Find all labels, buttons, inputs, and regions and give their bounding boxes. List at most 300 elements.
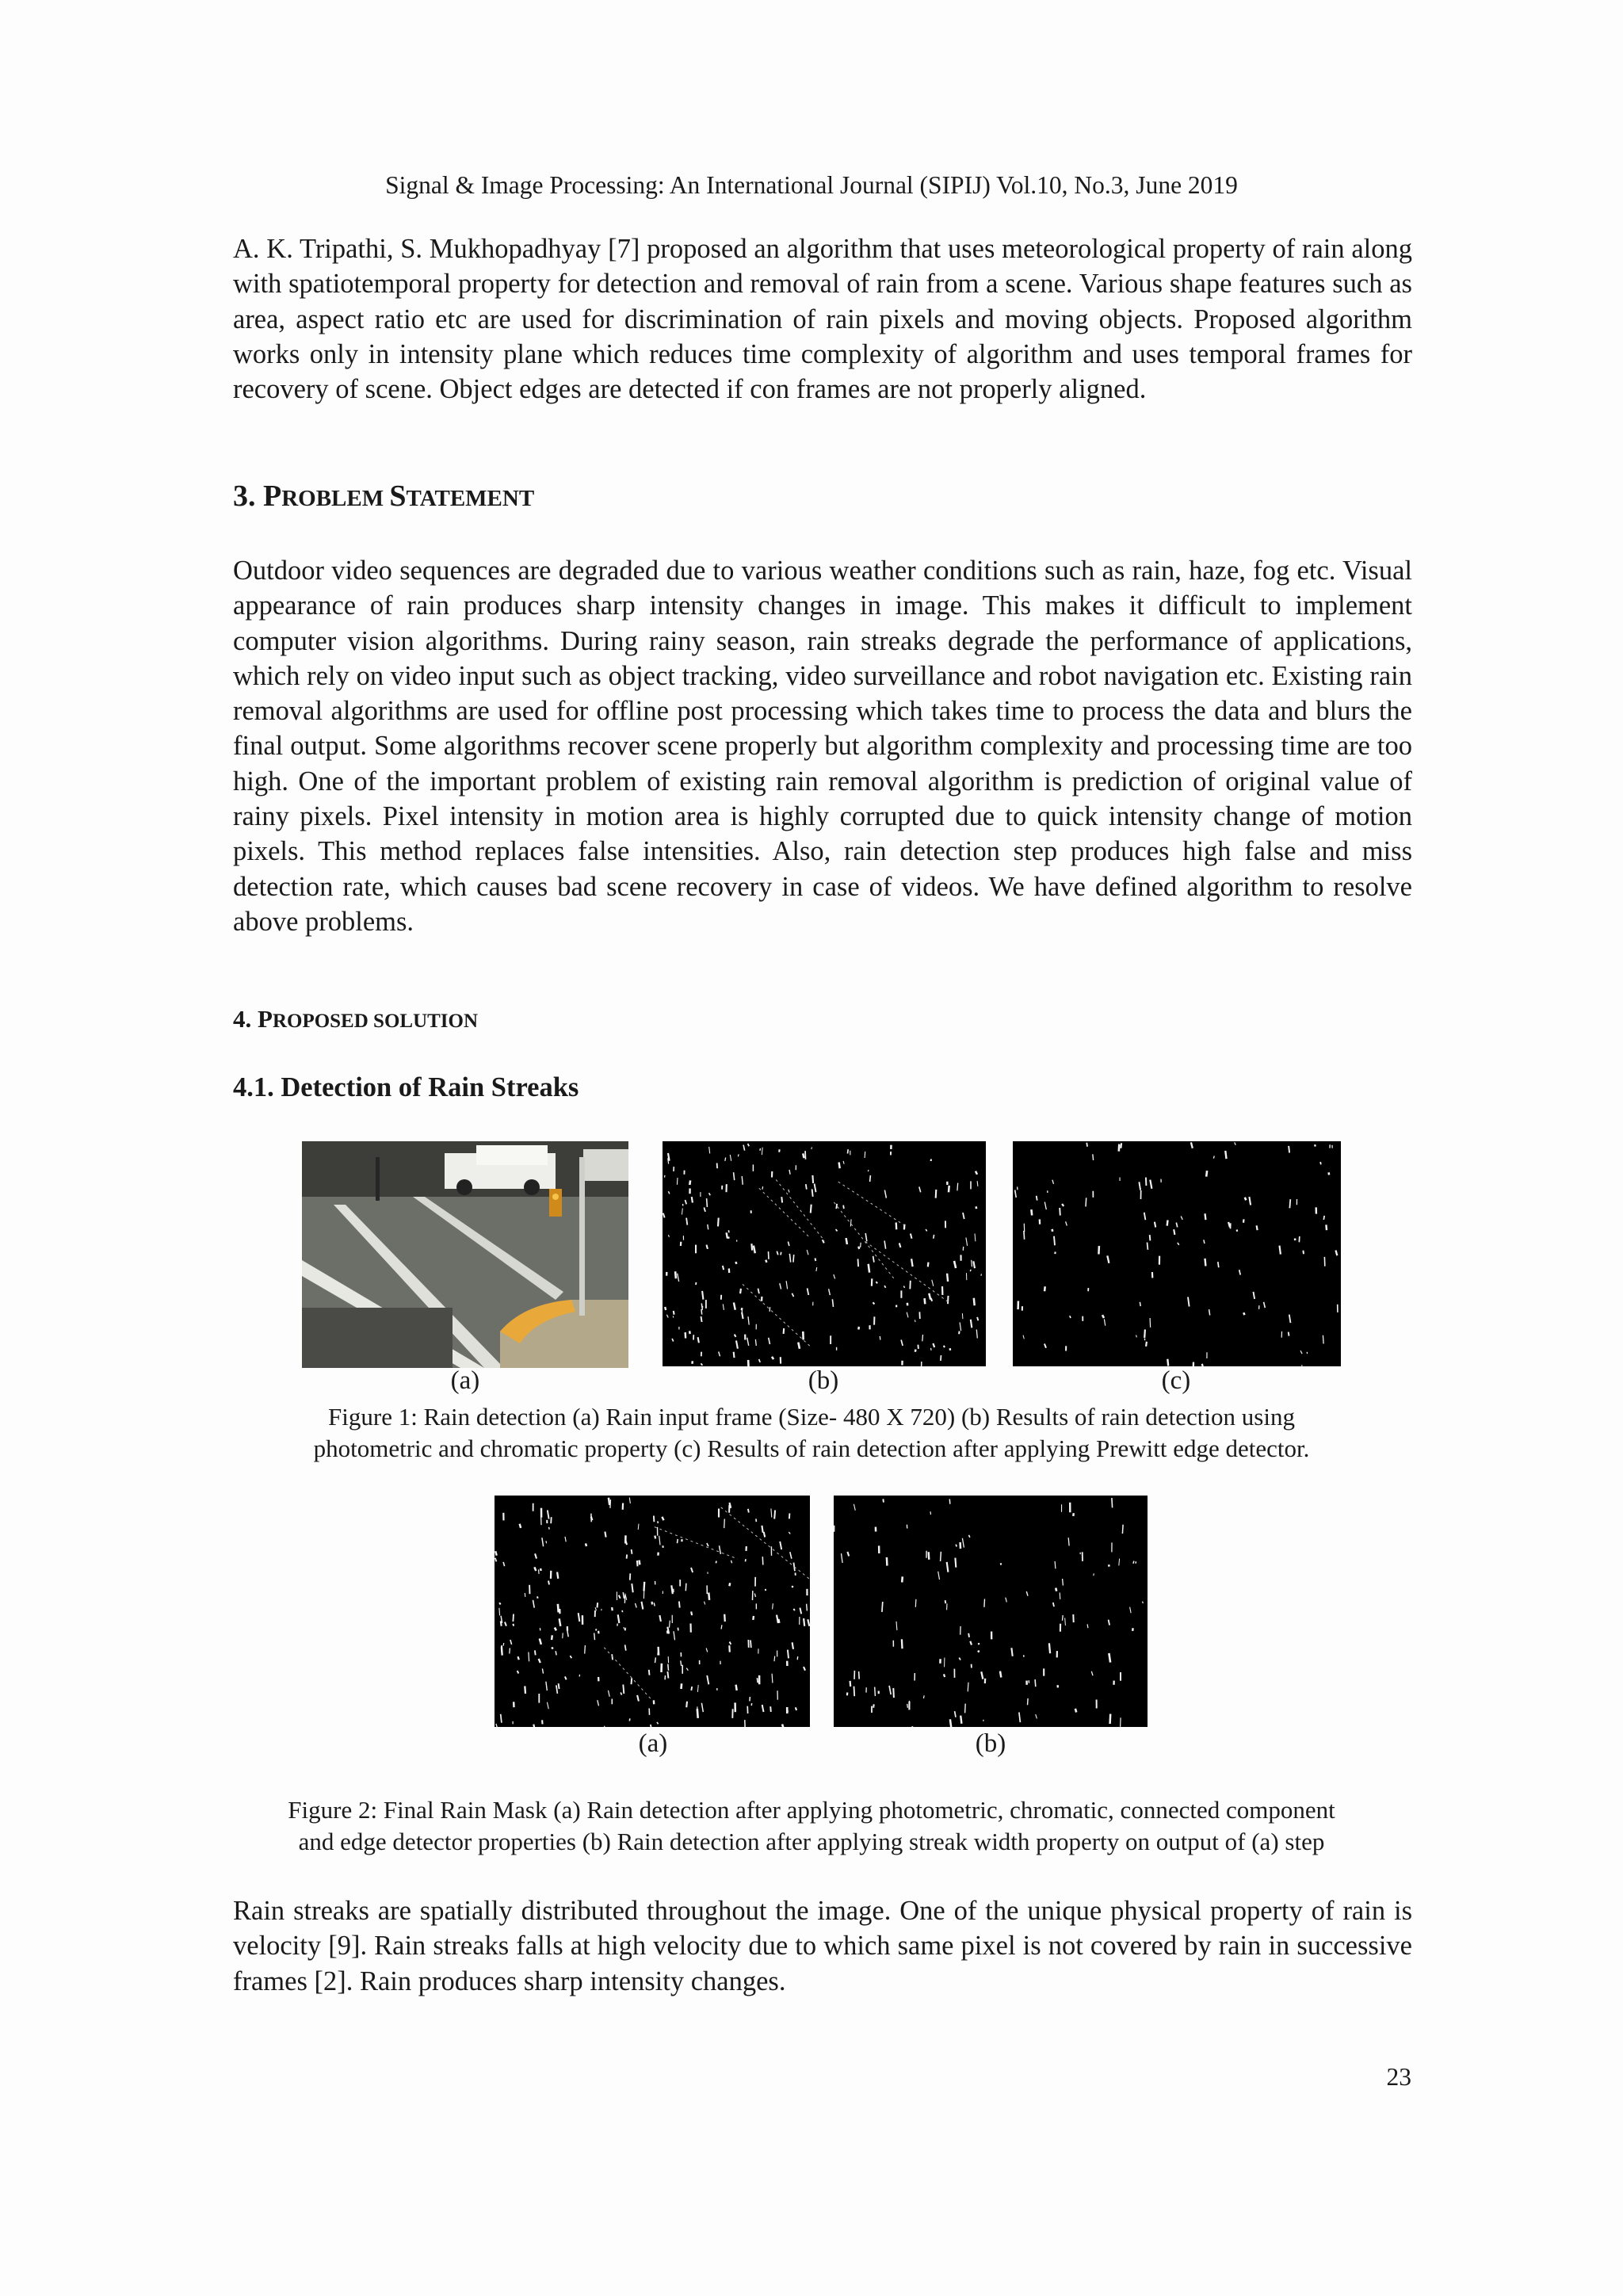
rain-streak <box>794 1609 795 1610</box>
rain-streak <box>1289 1315 1291 1324</box>
rain-streak <box>1191 1142 1193 1148</box>
rain-streak <box>702 1291 703 1300</box>
rain-streak <box>649 1670 650 1675</box>
rain-streak <box>665 1175 666 1178</box>
rain-streak <box>730 1642 731 1645</box>
rain-streak <box>1049 1643 1050 1653</box>
rain-streak <box>922 1335 923 1341</box>
rain-streak <box>762 1557 763 1564</box>
rain-streak <box>931 1298 932 1301</box>
rain-streak <box>1144 1330 1145 1338</box>
rain-streak <box>762 1705 764 1712</box>
rain-streak <box>701 1363 702 1365</box>
rain-streak <box>731 1561 732 1564</box>
rain-streak <box>774 1656 775 1662</box>
rain-streak <box>947 1274 948 1282</box>
rain-streak <box>1068 1538 1069 1545</box>
rain-streak <box>1143 1602 1144 1603</box>
rain-streak <box>936 1190 937 1198</box>
rain-streak <box>832 1299 833 1307</box>
rain-streak <box>884 1190 886 1198</box>
rain-streak <box>642 1602 643 1610</box>
rain-streak <box>623 1592 624 1599</box>
rain-streak <box>947 1562 949 1572</box>
rain-streak <box>846 1238 847 1244</box>
rain-streak <box>691 1611 692 1615</box>
rain-streak <box>789 1532 790 1534</box>
rain-streak <box>1006 1598 1007 1603</box>
rain-streak <box>984 1599 985 1607</box>
rain-streak <box>709 1147 710 1154</box>
figure2-image-a <box>495 1496 810 1727</box>
rain-streak <box>619 1595 621 1599</box>
rain-streak <box>930 1511 931 1515</box>
rain-streak <box>1031 1209 1032 1215</box>
rain-streak <box>669 1235 670 1237</box>
rain-streak <box>973 1261 975 1268</box>
rain-streak <box>1336 1251 1338 1256</box>
rain-streak <box>843 1205 844 1209</box>
rain-streak <box>657 1722 659 1724</box>
rain-streak <box>959 1331 960 1335</box>
rain-streak <box>923 1695 924 1698</box>
rain-streak <box>1289 1199 1290 1208</box>
edge-streak <box>655 1527 738 1559</box>
rain-streak <box>1104 1319 1105 1325</box>
rain-streak <box>848 1149 849 1153</box>
rain-streak <box>654 1603 655 1606</box>
rain-streak <box>1065 1618 1066 1625</box>
rain-streak <box>970 1270 971 1271</box>
rain-streak <box>944 1674 945 1677</box>
edge-streak <box>834 1202 895 1280</box>
rain-streak <box>977 1181 978 1186</box>
rain-streak <box>811 1205 812 1213</box>
rain-streak <box>742 1312 743 1319</box>
figure2-label-a: (a) <box>638 1729 668 1758</box>
rain-streak <box>902 1639 903 1648</box>
rain-streak <box>675 1271 676 1278</box>
rain-streak <box>771 1508 772 1517</box>
rain-streak <box>910 1281 911 1289</box>
rain-streak <box>792 1293 793 1297</box>
rain-streak <box>701 1309 702 1315</box>
rain-streak <box>651 1725 652 1727</box>
rain-streak <box>1243 1219 1244 1222</box>
rain-streak <box>551 1517 552 1523</box>
rain-streak <box>663 1213 665 1218</box>
rain-streak <box>708 1593 709 1600</box>
rain-streak <box>1087 1624 1088 1628</box>
rain-streak <box>681 1660 682 1666</box>
rain-streak <box>1188 1297 1190 1307</box>
rain-streak <box>859 1671 860 1679</box>
rain-streak <box>963 1213 964 1219</box>
figure1-caption: Figure 1: Rain detection (a) Rain input frame (Size- 480 X 720) (b) Results of rain detection using photometric and chromatic property (c) Results of rain detection after applying Prewitt edge detector. <box>313 1403 1310 1462</box>
rain-streak <box>548 1511 549 1519</box>
rain-streak <box>1205 1213 1206 1220</box>
rain-streak <box>746 1559 747 1561</box>
rain-streak <box>534 1567 536 1571</box>
rain-streak <box>662 1517 663 1520</box>
rain-streak <box>806 1184 807 1190</box>
rain-streak <box>624 1627 625 1630</box>
rain-streak <box>850 1681 851 1687</box>
rain-streak <box>770 1706 771 1712</box>
rain-streak <box>955 1558 956 1568</box>
edge-streak <box>743 1284 811 1347</box>
figure1-image-b <box>663 1141 986 1366</box>
rain-streak <box>974 1298 975 1305</box>
rain-streak <box>513 1624 514 1626</box>
rain-streak <box>730 1155 731 1161</box>
rain-streak <box>976 1206 977 1209</box>
rain-streak <box>734 1172 735 1180</box>
rain-streak <box>977 1317 978 1320</box>
rain-streak <box>1093 1154 1094 1160</box>
rain-streak <box>704 1208 705 1212</box>
rain-streak <box>938 1572 940 1580</box>
rain-streak <box>1109 1620 1110 1626</box>
rain-streak <box>668 1191 670 1194</box>
rain-streak <box>630 1573 631 1580</box>
rain-streak <box>729 1583 730 1586</box>
rain-streak <box>754 1594 755 1597</box>
rain-streak <box>1066 1221 1067 1225</box>
rain-streak <box>748 1144 750 1146</box>
rain-streak <box>1070 1316 1071 1318</box>
rain-streak <box>540 1639 541 1645</box>
rain-streak <box>1091 1671 1093 1675</box>
rain-streak <box>949 1499 950 1504</box>
rain-streak <box>1225 1151 1226 1159</box>
rain-streak <box>777 1615 778 1623</box>
rain-streak <box>873 1256 874 1263</box>
rain-streak <box>764 1532 766 1538</box>
intro-paragraph: A. K. Tripathi, S. Mukhopadhyay [7] proposed an algorithm that uses meteorological property of rain along with spatiotemporal property for detection and removal of rain from a scene. Various shape features such as area, aspect ratio etc are used for discrimination of rain pixels and moving objects. Proposed algorithm works only in intensity plane which reduces time complexity of algorithm and uses temporal frames for recovery of scene. Object edges are detected if con frames are not properly aligned. <box>233 234 1412 405</box>
rain-streak <box>533 1725 534 1727</box>
rain-streak <box>585 1645 586 1654</box>
rain-streak <box>636 1603 637 1608</box>
rain-streak <box>595 1607 596 1610</box>
rain-streak <box>1122 1525 1123 1534</box>
rain-streak <box>756 1519 757 1522</box>
rain-streak <box>542 1668 543 1673</box>
rain-streak <box>1146 1178 1147 1186</box>
rain-streak <box>751 1244 752 1250</box>
rain-streak <box>496 1724 498 1727</box>
rain-streak <box>858 1259 859 1266</box>
rain-streak <box>724 1519 725 1529</box>
rain-streak <box>501 1714 502 1723</box>
rain-streak <box>865 1233 867 1241</box>
rain-streak <box>618 1614 620 1623</box>
rain-streak <box>539 1569 540 1574</box>
rain-streak <box>637 1695 639 1702</box>
rain-streak <box>1315 1144 1316 1146</box>
rain-streak <box>666 1315 668 1318</box>
rain-streak <box>915 1320 916 1322</box>
rain-streak <box>1303 1251 1304 1255</box>
rain-streak <box>836 1229 838 1231</box>
rain-streak <box>679 1602 680 1608</box>
rain-streak <box>535 1553 537 1558</box>
rain-streak <box>807 1604 808 1611</box>
rain-streak <box>1055 1561 1056 1568</box>
rain-streak <box>760 1148 761 1151</box>
rain-streak <box>758 1289 759 1294</box>
rain-streak <box>959 1658 960 1660</box>
rain-streak <box>911 1259 913 1266</box>
rain-streak <box>718 1218 719 1227</box>
rain-streak <box>931 1348 932 1350</box>
rain-streak <box>896 1223 897 1230</box>
rain-streak <box>689 1180 690 1185</box>
rain-streak <box>533 1600 535 1608</box>
section-3-heading: 3. PROBLEM STATEMENT <box>233 479 535 513</box>
rain-streak <box>558 1604 559 1613</box>
edge-streak <box>759 1188 811 1239</box>
rain-streak <box>707 1245 708 1249</box>
rain-streak <box>1136 1335 1137 1338</box>
rain-streak <box>854 1504 855 1511</box>
rain-streak <box>769 1338 770 1344</box>
rain-streak <box>1239 1270 1241 1274</box>
rain-streak <box>903 1286 904 1288</box>
rain-streak <box>503 1643 504 1646</box>
rain-streak <box>1133 1561 1134 1564</box>
rain-streak <box>960 1716 961 1724</box>
rain-streak <box>907 1704 908 1708</box>
rain-streak <box>701 1316 702 1322</box>
rain-streak <box>1035 1679 1036 1687</box>
rain-streak <box>678 1274 679 1282</box>
rain-streak <box>804 1667 805 1671</box>
rain-streak <box>1075 1709 1076 1713</box>
rain-streak <box>738 1154 739 1156</box>
rain-streak <box>559 1618 561 1626</box>
rain-streak <box>549 1527 550 1530</box>
rain-streak <box>1028 1698 1029 1705</box>
rain-streak <box>685 1200 687 1204</box>
rain-streak <box>734 1303 735 1310</box>
rain-streak <box>757 1678 758 1683</box>
rain-streak <box>1063 1579 1064 1586</box>
rain-streak <box>784 1328 785 1334</box>
problem-statement-paragraph: Outdoor video sequences are degraded due to various weather conditions such as rain, haze, fog etc. Visual appearance of rain produces sharp intensity changes in image. This makes it difficult to implement computer vision algorithms. During rainy season, rain streaks degrade the performance of applications, which rely on video input such as object tracking, video surveillance and robot navigation etc. Existing rain removal algorithms are used for offline post processing which takes time to process the data and blurs the final output. Some algorithms recover scene properly but algorithm complexity and processing time are too high. One of the important problem of existing rain removal algorithm is prediction of original value of rainy pixels. Pixel intensity in motion area is highly corrupted due to quick intensity change of motion pixels. This method replaces false intensities. Also, rain detection step produces high false and miss detection rate, which causes bad scene recovery in case of videos. We have defined algorithm to resolve above problems. <box>233 556 1412 937</box>
rain-streak <box>723 1304 724 1310</box>
page-number: 23 <box>1386 2063 1411 2091</box>
rain-streak <box>816 1267 817 1271</box>
rain-streak <box>815 1259 816 1262</box>
rain-streak <box>1054 1236 1055 1246</box>
rain-streak <box>570 1656 571 1658</box>
rain-streak <box>686 1702 687 1707</box>
rain-streak <box>883 1499 884 1502</box>
rain-streak <box>1150 1235 1151 1240</box>
rain-streak <box>1063 1615 1064 1621</box>
rain-streak <box>668 1664 669 1671</box>
rain-streak <box>1150 1180 1151 1189</box>
rain-streak <box>685 1584 686 1591</box>
rain-streak <box>823 1240 824 1243</box>
rain-streak <box>637 1561 638 1566</box>
rain-streak <box>792 1642 793 1649</box>
rain-streak <box>968 1633 969 1637</box>
rain-streak <box>1109 1653 1110 1663</box>
rain-streak <box>547 1702 548 1709</box>
rain-streak <box>1228 1222 1230 1228</box>
rain-streak <box>659 1615 661 1622</box>
rain-streak <box>1015 1190 1017 1198</box>
rain-streak <box>1320 1162 1321 1164</box>
rain-streak <box>976 1330 977 1339</box>
rain-streak <box>735 1335 736 1337</box>
rain-streak <box>505 1622 506 1626</box>
rain-streak <box>1254 1292 1255 1299</box>
rain-streak <box>729 1645 730 1652</box>
rain-streak <box>1280 1246 1281 1255</box>
rain-streak <box>893 1688 894 1698</box>
rain-streak <box>1167 1221 1168 1226</box>
rain-streak <box>976 1171 977 1175</box>
rain-streak <box>513 1614 514 1622</box>
rain-streak <box>1139 1182 1140 1190</box>
rain-streak <box>870 1175 871 1182</box>
rain-streak <box>1245 1198 1247 1201</box>
rain-streak <box>627 1555 628 1559</box>
rain-streak <box>950 1719 952 1727</box>
rain-streak <box>1326 1224 1327 1230</box>
rain-streak <box>517 1671 519 1673</box>
rain-streak <box>915 1350 916 1352</box>
rain-streak <box>747 1338 749 1346</box>
rain-streak <box>896 1622 897 1630</box>
rain-streak <box>594 1633 595 1640</box>
rain-streak <box>720 1545 721 1554</box>
rain-streak <box>928 1263 929 1267</box>
rain-streak <box>1205 1259 1206 1266</box>
rain-streak <box>750 1641 751 1648</box>
rain-streak <box>682 1209 683 1215</box>
rain-streak <box>1264 1302 1266 1308</box>
rain-streak <box>798 1343 800 1349</box>
rain-streak <box>836 1204 837 1209</box>
rain-streak <box>957 1183 958 1191</box>
rain-streak <box>858 1247 859 1249</box>
rain-streak <box>962 1313 963 1319</box>
rain-streak <box>623 1685 624 1694</box>
rain-streak <box>1110 1714 1111 1724</box>
rain-streak <box>981 1671 983 1679</box>
figure1-image-c <box>1013 1141 1341 1366</box>
rain-streak <box>884 1241 886 1249</box>
rain-streak <box>596 1629 597 1630</box>
rain-streak <box>707 1198 708 1207</box>
figure1-label-c: (c) <box>1161 1366 1191 1395</box>
rain-streak <box>736 1685 737 1690</box>
rain-streak <box>1209 1309 1210 1315</box>
rain-streak <box>1119 1144 1120 1152</box>
rain-streak <box>781 1197 782 1202</box>
rain-streak <box>625 1645 626 1650</box>
rain-streak <box>955 1711 956 1717</box>
rain-streak <box>748 1316 749 1324</box>
rain-streak <box>786 1281 788 1289</box>
rain-streak <box>887 1557 888 1566</box>
rain-streak <box>762 1186 763 1190</box>
rain-streak <box>706 1648 708 1652</box>
rain-streak <box>1235 1142 1236 1144</box>
rain-streak <box>609 1690 610 1697</box>
rain-streak <box>556 1685 558 1694</box>
rain-streak <box>604 1726 605 1727</box>
rain-streak <box>565 1537 566 1541</box>
rain-streak <box>565 1676 567 1679</box>
rain-streak <box>1181 1217 1182 1220</box>
rain-streak <box>665 1307 666 1310</box>
rain-streak <box>686 1668 688 1671</box>
rain-streak <box>552 1647 553 1648</box>
rain-streak <box>692 1197 693 1202</box>
rain-streak <box>800 1608 801 1614</box>
rain-streak <box>915 1599 916 1607</box>
rain-streak <box>1112 1498 1113 1507</box>
rain-streak <box>1150 1318 1151 1328</box>
rain-streak <box>774 1511 775 1519</box>
rain-streak <box>1102 1315 1104 1318</box>
rain-streak <box>701 1703 703 1712</box>
rain-streak <box>499 1608 500 1616</box>
rain-streak <box>691 1568 693 1572</box>
rain-streak <box>1249 1197 1251 1205</box>
rain-streak <box>788 1242 789 1247</box>
rain-streak <box>1146 1342 1147 1347</box>
rain-streak <box>970 1641 972 1645</box>
rain-streak <box>1024 1231 1025 1240</box>
rain-streak <box>907 1312 908 1318</box>
rain-streak <box>944 1346 945 1347</box>
rain-streak <box>723 1266 724 1270</box>
rain-streak <box>1036 1714 1037 1718</box>
rain-streak <box>1167 1359 1168 1366</box>
figure2-caption: Figure 2: Final Rain Mask (a) Rain detection after applying photometric, chromatic, connected component and edge detector properties (b) Rain detection after applying streak width property on output of (a) step <box>288 1796 1335 1855</box>
rain-streak <box>902 1576 903 1582</box>
figure1-image-a <box>302 1141 628 1368</box>
rain-streak <box>1119 1559 1120 1566</box>
rain-streak <box>1144 1213 1146 1220</box>
rain-streak <box>1026 1591 1028 1596</box>
rain-streak <box>501 1621 502 1626</box>
rain-streak <box>882 1602 883 1612</box>
rain-streak <box>495 1558 497 1562</box>
rain-streak <box>691 1687 692 1690</box>
rain-streak <box>1213 1156 1214 1159</box>
rain-streak <box>719 1352 720 1357</box>
rain-streak <box>850 1219 851 1226</box>
rain-streak <box>875 1687 876 1697</box>
rain-streak <box>1204 1240 1205 1244</box>
rain-streak <box>742 1176 743 1185</box>
rain-streak <box>948 1296 949 1304</box>
rain-streak <box>736 1341 738 1349</box>
rain-streak <box>1044 1202 1046 1210</box>
rain-streak <box>788 1650 789 1659</box>
rain-streak <box>979 1643 980 1645</box>
figure2-label-b: (b) <box>975 1729 1006 1758</box>
figure2-image-b <box>834 1496 1148 1727</box>
rain-streak <box>707 1675 708 1684</box>
